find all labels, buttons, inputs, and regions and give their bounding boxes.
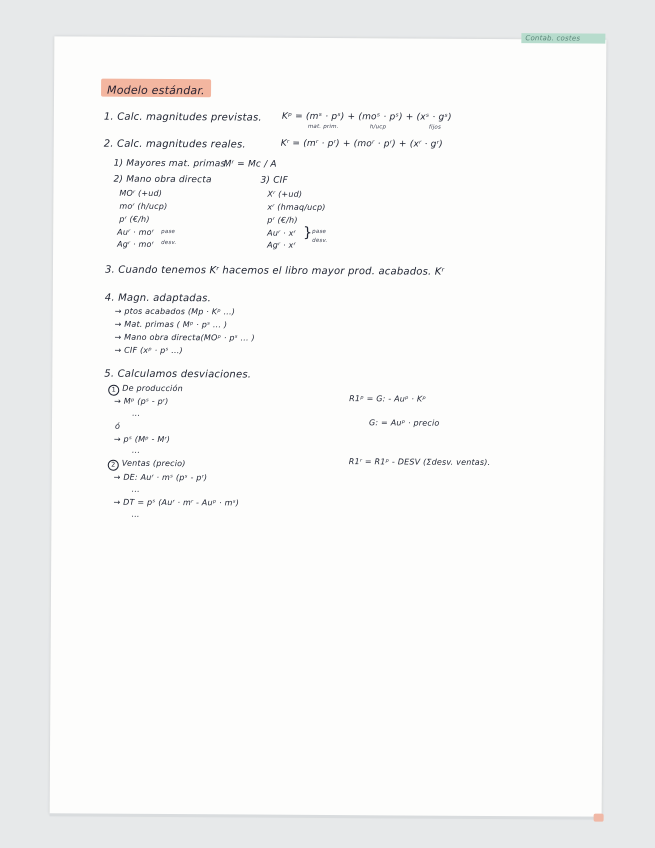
result-formula-1: R1ᵖ = G: - Auᵖ · Kᵖ bbox=[349, 394, 427, 404]
item-1-formula: Kᵖ = (mˢ · pˢ) + (moˢ · pˢ) + (xˢ · gˢ) bbox=[281, 111, 452, 123]
item-2-3-tag-2: desv. bbox=[312, 237, 328, 244]
item-2-3: 3) CIF bbox=[260, 175, 288, 186]
item-2-2-e-tag: desv. bbox=[161, 239, 177, 247]
item-5-1-dots-2: ... bbox=[131, 445, 141, 455]
item-2-3-b: xʳ (hmaq/ucp) bbox=[267, 202, 326, 212]
item-3-heading: 3. Cuando tenemos Kʳ hacemos el libro mayor prod. acabados. Kʳ bbox=[104, 264, 445, 278]
item-1-sub-label-2: h/ucp bbox=[369, 124, 387, 131]
item-5-1-dots-1: ... bbox=[132, 408, 141, 418]
item-5-2-dots-1: ... bbox=[131, 484, 140, 494]
item-5-1-b: ó bbox=[114, 421, 121, 431]
item-2-2-e: Agʳ · moʳ bbox=[117, 239, 154, 249]
item-5-2-b: → DT = pˢ (Auʳ · mʳ - Auᵖ · mˢ) bbox=[113, 497, 240, 508]
item-5-heading: 5. Calculamos desviaciones. bbox=[104, 368, 252, 381]
item-2-2-a: MOʳ (+ud) bbox=[119, 188, 163, 198]
notebook-page bbox=[50, 36, 607, 817]
item-2-3-c: pʳ (€/h) bbox=[267, 215, 298, 225]
item-2-3-a: Xʳ (+ud) bbox=[267, 189, 303, 199]
item-5-2-a: → DE: Auʳ · mˢ (pˢ - pʳ) bbox=[113, 472, 208, 483]
corner-tab-label: Contab. costes bbox=[525, 34, 581, 43]
item-5-1-c: → pˢ (Mᵖ - Mʳ) bbox=[113, 434, 171, 445]
page-bottom-edge bbox=[50, 813, 602, 819]
item-1-heading: 1. Calc. magnitudes previstas. bbox=[103, 111, 262, 124]
item-5-2-dots-2: ... bbox=[131, 509, 140, 519]
item-4-d: → CIF (xᵖ · pˢ ...) bbox=[114, 345, 183, 356]
brace-symbol: } bbox=[303, 224, 313, 241]
item-4-heading: 4. Magn. adaptadas. bbox=[104, 292, 212, 305]
item-2-formula: Kʳ = (mʳ · pʳ) + (moʳ · pʳ) + (xʳ · gʳ) bbox=[280, 138, 443, 150]
item-5-1-a: → Mᵖ (pˢ - pʳ) bbox=[114, 396, 169, 407]
item-2-2-b: moʳ (h/ucp) bbox=[119, 201, 168, 212]
corner-highlight-mark bbox=[594, 814, 604, 822]
item-4-c: → Mano obra directa(MOᵖ · pˢ ... ) bbox=[114, 332, 255, 343]
item-2-3-e: Agʳ · xʳ bbox=[267, 240, 296, 250]
result-formula-2: G: = Auᵖ · precio bbox=[368, 418, 440, 428]
item-2-3-d: Auʳ · xʳ bbox=[267, 228, 296, 238]
item-1-sub-label-1: mat. prim. bbox=[307, 123, 339, 131]
page-title: Modelo estándar. bbox=[107, 83, 205, 98]
corner-tab bbox=[521, 33, 605, 44]
item-4-b: → Mat. primas ( Mᵖ · pˢ ... ) bbox=[114, 319, 228, 330]
item-5-1-heading: De producción bbox=[122, 383, 183, 394]
item-2-2-d: Auʳ · moʳ bbox=[117, 227, 155, 237]
item-2-2: 2) Mano obra directa bbox=[113, 174, 212, 186]
item-5-2-number: 2 bbox=[108, 460, 119, 471]
item-2-2-c: pʳ (€/h) bbox=[119, 214, 150, 224]
item-2-heading: 2. Calc. magnitudes reales. bbox=[103, 138, 246, 151]
item-4-a: → ptos acabados (Mp · Kᵖ ...) bbox=[114, 306, 236, 317]
item-2-1: 1) Mayores mat. primas. bbox=[113, 158, 229, 170]
item-5-2-heading: Ventas (precio) bbox=[121, 458, 186, 469]
title-highlight bbox=[101, 79, 211, 98]
item-2-2-d-tag: pase bbox=[161, 228, 176, 236]
item-2-1-formula: Mʳ = Mc / A bbox=[223, 159, 277, 170]
result-formula-3: R1ʳ = R1ᵖ - DESV (Σdesv. ventas). bbox=[348, 457, 491, 467]
item-2-3-tag-1: pase bbox=[312, 228, 327, 235]
item-5-1-number: 1 bbox=[108, 385, 119, 396]
item-1-sub-label-3: fijos bbox=[428, 124, 442, 131]
